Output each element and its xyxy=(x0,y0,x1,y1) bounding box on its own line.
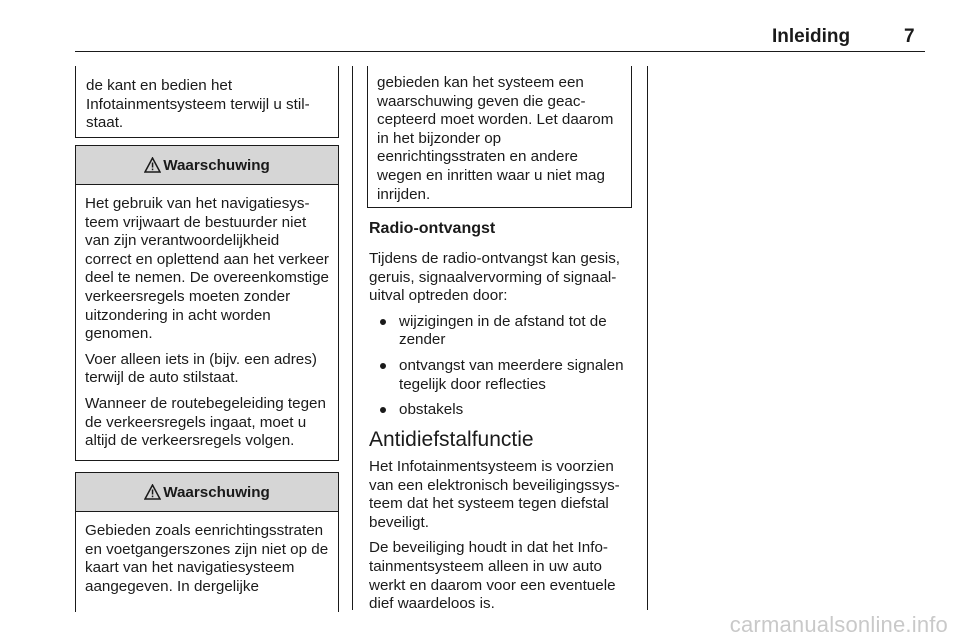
column-rule-right xyxy=(647,66,648,610)
continued-paragraph: de kant en bedien het Infotainmentsysteem terwijl u stilstaat. xyxy=(86,77,310,132)
list-item: obstakels xyxy=(369,401,641,420)
warning-triangle-icon xyxy=(144,157,161,173)
column-rule-middle xyxy=(352,66,353,610)
warning-box-body xyxy=(368,66,631,204)
header-rule xyxy=(75,51,925,52)
anti-theft-section xyxy=(369,458,641,621)
column-rule-left xyxy=(75,66,76,138)
warning-box-header xyxy=(76,473,338,512)
radio-section xyxy=(369,250,641,427)
warning-box-1 xyxy=(75,145,339,461)
list-item: ontvangst van meerdere signalen tegelijk door reflecties xyxy=(369,357,641,394)
warning-box-2 xyxy=(75,472,339,612)
radio-bullet-list xyxy=(369,313,641,420)
warning-box-header xyxy=(76,146,338,185)
watermark-text: carmanualsonline.info xyxy=(729,612,948,637)
warning-paragraph: Gebieden zoals eenrichtingsstraten en voetgangerszones zijn niet op de kaart van het navigatiesysteem aangegeven. In dergelijke xyxy=(85,522,329,595)
warning-triangle-icon xyxy=(144,484,161,500)
anti-theft-paragraph: Het Infotainmentsysteem is voorzien van een elektronisch beveiligingssysteem dat het systeem tegen diefstal beveiligt. xyxy=(369,458,620,531)
anti-theft-heading: Antidiefstalfunctie xyxy=(369,428,534,451)
anti-theft-paragraph: De beveiliging houdt in dat het Infotainmentsysteem alleen in uw auto werkt en daarom voor een eventuele dief waardeloos is. xyxy=(369,539,616,613)
warning-paragraph: gebieden kan het systeem een waarschuwing geven die geaccepteerd moet worden. Let daarom in het bijzonder op eenrichtingsstraten en andere wegen en inritten waar u niet mag inrijden. xyxy=(377,74,614,203)
col1-top-text xyxy=(86,77,334,140)
radio-intro: Tijdens de radio-ontvangst kan gesis, geruis, signaalvervorming of signaaluitval optreden door: xyxy=(369,250,621,305)
radio-heading: Radio-ontvangst xyxy=(369,220,496,237)
warning-title: Waarschuwing xyxy=(163,156,270,174)
warning-paragraph: Wanneer de routebegeleiding tegen de verkeersregels ingaat, moet u altijd de verkeersregels volgen. xyxy=(85,394,326,450)
page-number: 7 xyxy=(904,26,915,47)
warning-title: Waarschuwing xyxy=(163,483,270,501)
warning-box-2-continued xyxy=(367,66,632,208)
running-header-title: Inleiding xyxy=(772,26,851,47)
warning-paragraph: Het gebruik van het navigatiesysteem vrijwaart de bestuurder niet van zijn verantwoordelijkheid correct en oplettend aan het verkeer deel te nemen. De overeenkomstige verkeersregels moeten zonder uitzondering in acht worden genomen. xyxy=(85,195,329,343)
list-item: wijzigingen in de afstand tot de zender xyxy=(369,313,641,350)
column-rule-inner-left xyxy=(338,66,339,138)
warning-paragraph: Voer alleen iets in (bijv. een adres) terwijl de auto stilstaat. xyxy=(85,350,317,387)
warning-box-body xyxy=(76,185,338,451)
warning-box-body xyxy=(76,512,338,596)
